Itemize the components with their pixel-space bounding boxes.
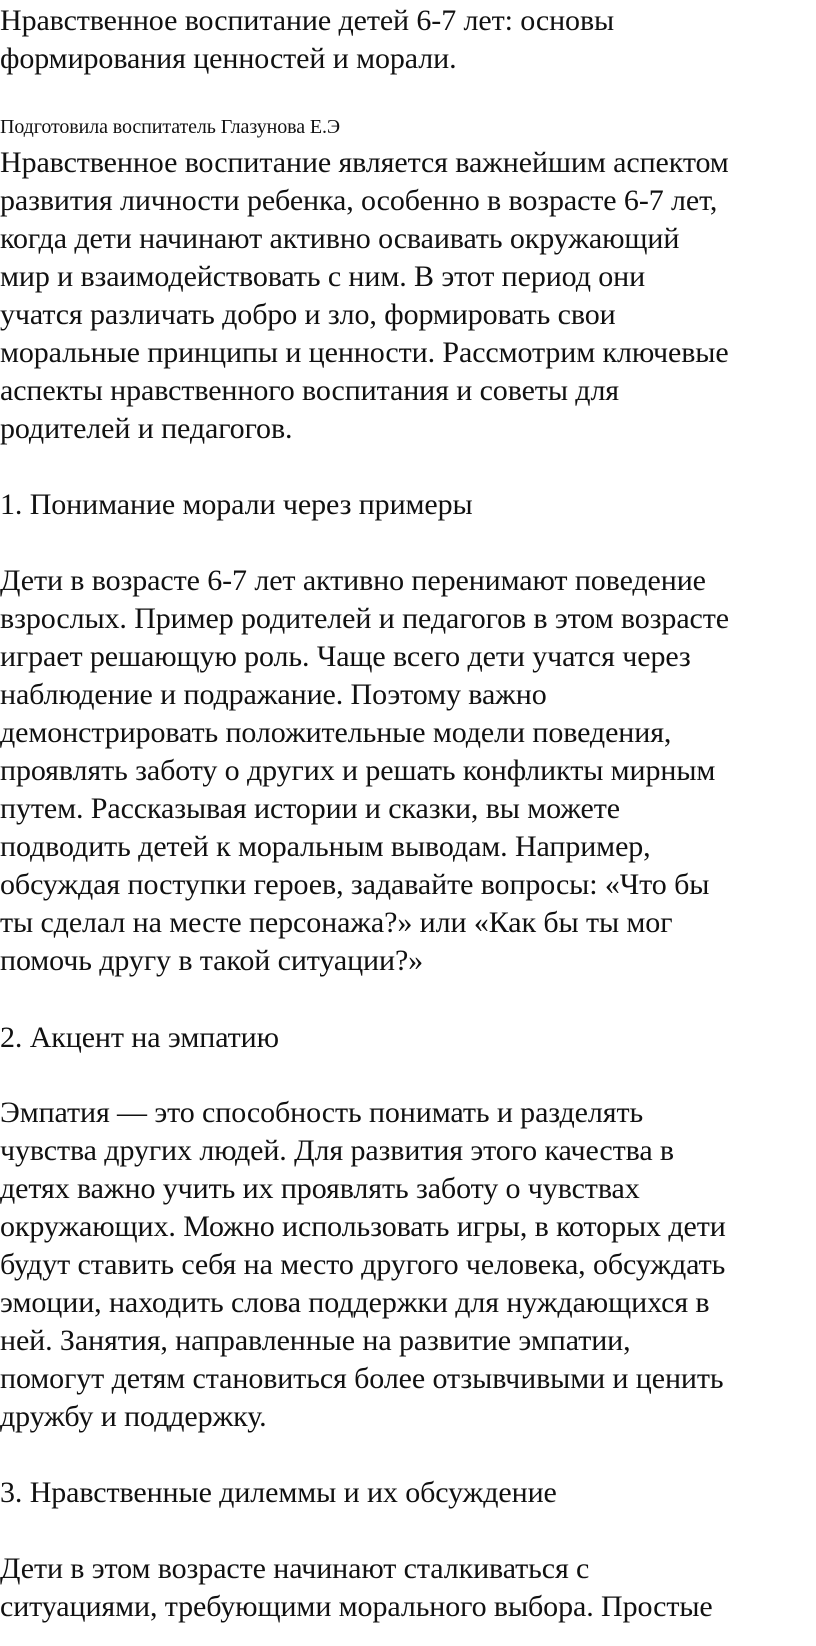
section-paragraph-line: окружающих. Можно использовать игры, в которых дети [0,1210,726,1243]
intro-paragraph-line: моральные принципы и ценности. Рассмотрим ключевые [0,336,729,369]
section-paragraph-line: детях важно учить их проявлять заботу о чувствах [0,1172,640,1205]
intro-paragraph-line: развития личности ребенка, особенно в возрасте 6-7 лет, [0,184,718,217]
section-paragraph-line: проявлять заботу о других и решать конфликты мирным [0,754,716,787]
section-paragraph-line: подводить детей к моральным выводам. Например, [0,830,651,863]
intro-paragraph-line: Нравственное воспитание является важнейшим аспектом [0,146,729,179]
section-paragraph-line: демонстрировать положительные модели поведения, [0,716,672,749]
section-paragraph-line: Эмпатия — это способность понимать и разделять [0,1096,644,1129]
section-paragraph-line: Дети в возрасте 6-7 лет активно перенимают поведение [0,564,706,597]
section-paragraph-line: играет решающую роль. Чаще всего дети учатся через [0,640,691,673]
section-heading: 3. Нравственные дилеммы и их обсуждение [0,1476,557,1509]
section-paragraph-line: дружбу и поддержку. [0,1400,267,1433]
section-paragraph-line: чувства других людей. Для развития этого качества в [0,1134,675,1167]
section-heading: 1. Понимание морали через примеры [0,488,473,521]
section-paragraph-line: помогут детям становиться более отзывчивыми и ценить [0,1362,724,1395]
document-title-line: Нравственное воспитание детей 6-7 лет: основы [0,4,615,37]
section-paragraph-line: путем. Рассказывая истории и сказки, вы можете [0,792,620,825]
section-paragraph-line: обсуждая поступки героев, задавайте вопросы: «Что бы [0,868,710,901]
document-title-line: формирования ценностей и морали. [0,42,457,75]
intro-paragraph-line: когда дети начинают активно осваивать окружающий [0,222,680,255]
intro-paragraph-line: учатся различать добро и зло, формировать свои [0,298,616,331]
section-paragraph-line: ней. Занятия, направленные на развитие эмпатии, [0,1324,631,1357]
intro-paragraph-line: родителей и педагогов. [0,412,293,445]
section-paragraph-line: эмоции, находить слова поддержки для нуждающихся в [0,1286,710,1319]
section-heading: 2. Акцент на эмпатию [0,1021,279,1054]
section-paragraph-line: Дети в этом возрасте начинают сталкиваться с [0,1552,590,1585]
intro-paragraph-line: аспекты нравственного воспитания и советы для [0,374,620,407]
section-paragraph-line: будут ставить себя на место другого человека, обсуждать [0,1248,726,1281]
section-paragraph-line: наблюдение и подражание. Поэтому важно [0,678,547,711]
section-paragraph-line: ситуациями, требующими морального выбора. Простые [0,1590,713,1623]
intro-paragraph-line: мир и взаимодействовать с ним. В этот период они [0,260,646,293]
author-byline: Подготовила воспитатель Глазунова Е.Э [0,116,340,138]
section-paragraph-line: помочь другу в такой ситуации?» [0,944,424,977]
section-paragraph-line: взрослых. Пример родителей и педагогов в этом возрасте [0,602,729,635]
section-paragraph-line: ты сделал на месте персонажа?» или «Как бы ты мог [0,906,673,939]
